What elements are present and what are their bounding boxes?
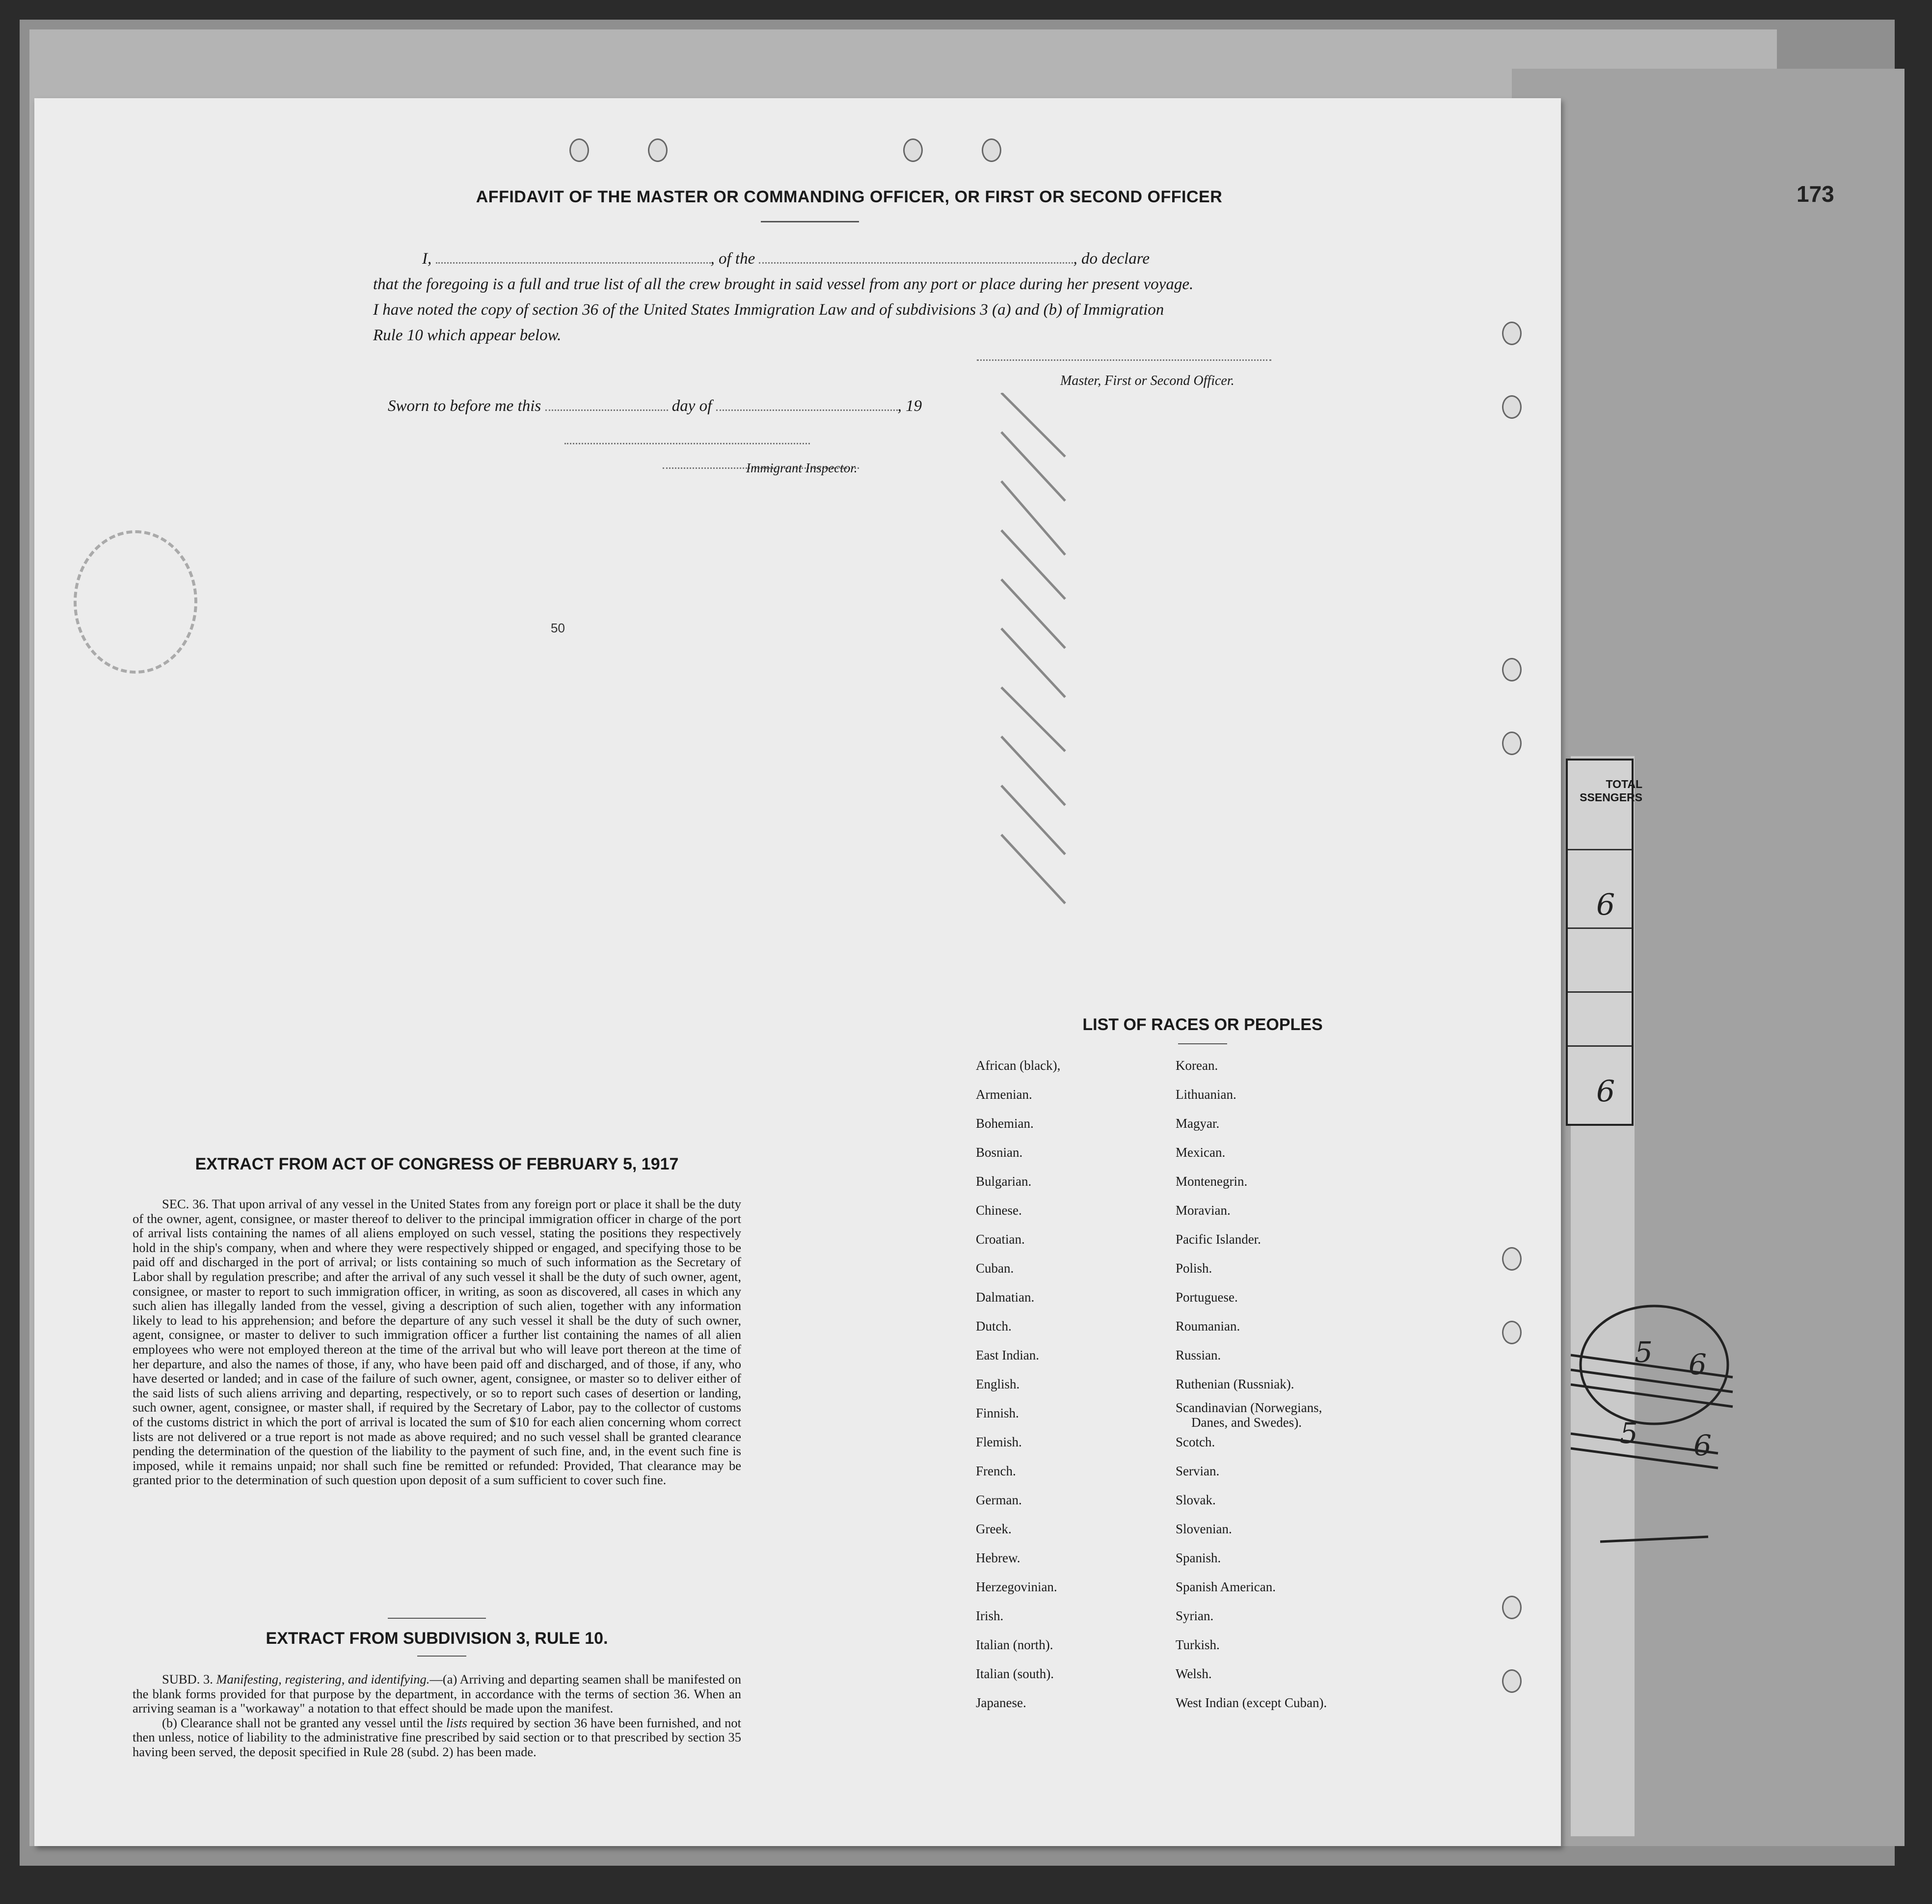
race-item: Italian (south). — [976, 1666, 1054, 1681]
margin-value: 5 — [1635, 1335, 1653, 1369]
stamp-marker: 50 — [551, 621, 565, 635]
of-the-label: , of the — [710, 250, 755, 268]
affidavit-line1 — [373, 245, 1306, 272]
declare-label: , do declare — [1073, 250, 1150, 268]
race-item: French. — [976, 1464, 1016, 1478]
races-list-title: LIST OF RACES OR PEOPLES — [1082, 1015, 1323, 1034]
race-item: Cuban. — [976, 1261, 1014, 1276]
act-extract-body: SEC. 36. That upon arrival of any vessel in the United States from any foreign port or place it shall be the duty of the owner, agent, consignee, or master thereof to deliver to the principal immigration officer in charge of the port of arrival lists containing the names of all aliens employed on such vessel, stating the positions they respectively hold in the ship's company, when and where they were respectively shipped or engaged, and specifying those to be paid off and discharged in the port of arrival; or lists containing so much of such information as the Secretary of Labor shall by regulation prescribe; and after the arrival of any such vessel it shall be the duty of such owner, agent, consignee, or master to report to such immigration officer, in writing, as soon as discovered, all cases in which any such alien has illegally landed from the vessel, giving a description of such alien, together with any information likely to lead to his apprehension; and before the departure of any such vessel it shall be the duty of such owner, agent, consignee, or master to deliver to such immigration officer a further list containing the names of all alien employees who were not employed thereon at the time of the arrival but who will leave port thereon at the time of her departure, and also the names of those, if any, who have been paid off and discharged, and of those, if any, who have deserted or landed; and in case of the failure of such owner, agent, consignee, or master so to deliver either of the said lists of such aliens arriving and departing, respectively, or so to report such cases of desertion or landing, such owner, agent, consignee, or master shall, if required by the Secretary of Labor, pay to the collector of customs of the customs district in which the port of arrival is located the sum of $10 for each alien concerning whom correct lists are not delivered or a true report is not made as above required; and no such vessel shall be granted clearance pending the determination of the question of the liability to the payment of such fine, and, in the event such fine is imposed, while it remains unpaid; nor shall such fine be remitted or refunded: Provided, That clearance may be granted prior to the determination of such question upon deposit of a sum sufficient to cover such fine. — [133, 1197, 741, 1488]
total-passengers-box — [1566, 759, 1634, 1126]
race-item: Moravian. — [1176, 1203, 1231, 1218]
race-item: Bohemian. — [976, 1116, 1034, 1131]
rule-paragraph-b — [133, 1716, 741, 1760]
sworn-month-field[interactable] — [716, 393, 898, 411]
race-item: Hebrew. — [976, 1550, 1020, 1565]
race-item: Servian. — [1176, 1464, 1220, 1478]
race-item: Portuguese. — [1176, 1290, 1238, 1305]
pen-annotation-scribble — [1571, 1291, 1738, 1547]
punch-hole — [648, 138, 668, 162]
race-item: Finnish. — [976, 1406, 1019, 1420]
race-item: Herzegovinian. — [976, 1579, 1057, 1594]
punch-hole — [1502, 1321, 1522, 1344]
punch-hole — [1502, 1247, 1522, 1271]
title-rule — [761, 221, 859, 222]
race-item: Roumanian. — [1176, 1319, 1240, 1333]
declarant-name-field[interactable] — [436, 245, 711, 264]
punch-hole — [1502, 322, 1522, 345]
race-item: Welsh. — [1176, 1666, 1212, 1681]
tally-divider — [1568, 849, 1632, 850]
race-item: Montenegrin. — [1176, 1174, 1248, 1189]
margin-value: 5 — [1620, 1416, 1638, 1450]
affidavit-declaration — [373, 245, 1306, 348]
race-item: Japanese. — [976, 1695, 1026, 1710]
punch-hole — [1502, 395, 1522, 419]
race-item: East Indian. — [976, 1348, 1039, 1362]
race-item: Irish. — [976, 1608, 1004, 1623]
race-item: Danes, and Swedes). — [1191, 1415, 1302, 1430]
race-item: English. — [976, 1377, 1020, 1391]
race-item: Bulgarian. — [976, 1174, 1032, 1189]
tally-value: 6 — [1596, 888, 1615, 922]
round-stamp — [74, 530, 197, 674]
race-item: African (black), — [976, 1058, 1061, 1073]
race-item: Greek. — [976, 1522, 1012, 1536]
subd-b-lead: (b) Clearance shall not be granted any vessel until the — [162, 1715, 443, 1730]
diagonal-pen-marks — [967, 393, 1114, 1031]
declarant-label: I, — [422, 250, 432, 268]
race-item: Slovak. — [1176, 1493, 1216, 1507]
punch-hole — [1502, 658, 1522, 681]
affidavit-line4: Rule 10 which appear below. — [373, 326, 562, 344]
sworn-day-field[interactable] — [545, 393, 668, 411]
race-item: Italian (north). — [976, 1637, 1053, 1652]
margin-value: 6 — [1689, 1348, 1707, 1381]
subd-b-body: required by section 36 have been furnished, and not then unless, notice of liability to the administrative fine prescribed by said section or to that prescribed by section 35 having been served, the deposit specified in Rule 28 (subd. 2) has been made. — [133, 1715, 742, 1759]
race-item: Russian. — [1176, 1348, 1221, 1362]
subd-heading: Manifesting, registering, and identifying. — [216, 1672, 430, 1686]
sheet-number: 173 — [1797, 181, 1834, 207]
extract-rule — [388, 1618, 486, 1619]
punch-hole — [1502, 732, 1522, 755]
subd-lead: SUBD. 3. — [162, 1672, 213, 1686]
race-item: Ruthenian (Russniak). — [1176, 1377, 1294, 1391]
tally-divider — [1568, 991, 1632, 993]
subd-a-body: —(a) Arriving and departing seamen shall be manifested on the blank forms provided for that purpose by the department, in accordance with the terms of section 36. When an arriving seaman is a "workaway" a notation to that effect should be made upon the manifest. — [133, 1672, 741, 1716]
race-item: Polish. — [1176, 1261, 1212, 1276]
race-item: Spanish. — [1176, 1550, 1221, 1565]
tally-header-line2: SSENGERS — [1580, 791, 1642, 804]
race-item: Scandinavian (Norwegians, — [1176, 1400, 1322, 1415]
punch-hole — [1502, 1596, 1522, 1619]
race-item: Lithuanian. — [1176, 1087, 1236, 1102]
race-item: Korean. — [1176, 1058, 1218, 1073]
race-item: Scotch. — [1176, 1435, 1215, 1449]
race-item: Syrian. — [1176, 1608, 1214, 1623]
races-title-rule — [1178, 1043, 1227, 1044]
tally-value: 6 — [1596, 1074, 1615, 1109]
race-item: Magyar. — [1176, 1116, 1220, 1131]
tally-header-line1: TOTAL — [1606, 778, 1642, 790]
race-item: Croatian. — [976, 1232, 1025, 1247]
sworn-label: Sworn to before me this — [388, 397, 541, 415]
race-item: Dutch. — [976, 1319, 1012, 1333]
affidavit-title: AFFIDAVIT OF THE MASTER OR COMMANDING OFFICER, OR FIRST OR SECOND OFFICER — [476, 188, 1223, 206]
act-extract-title: EXTRACT FROM ACT OF CONGRESS OF FEBRUARY 5, 1917 — [195, 1155, 679, 1173]
inspector-signature-field-1[interactable] — [564, 438, 810, 444]
race-item: Armenian. — [976, 1087, 1032, 1102]
race-item: Turkish. — [1176, 1637, 1220, 1652]
rule-paragraph-a — [133, 1672, 741, 1716]
race-item: West Indian (except Cuban). — [1176, 1695, 1327, 1710]
rule-extract-title: EXTRACT FROM SUBDIVISION 3, RULE 10. — [266, 1629, 608, 1648]
tally-divider — [1568, 927, 1632, 929]
rule-extract-body — [133, 1672, 741, 1760]
margin-value: 6 — [1693, 1429, 1712, 1462]
rule-extract-rule — [417, 1656, 466, 1657]
punch-hole — [982, 138, 1001, 162]
race-item: Dalmatian. — [976, 1290, 1035, 1305]
race-item: Pacific Islander. — [1176, 1232, 1261, 1247]
race-item: Mexican. — [1176, 1145, 1226, 1160]
affidavit-line2: that the foregoing is a full and true list of all the crew brought in said vessel from any port or place during her present voyage. — [373, 275, 1194, 293]
punch-hole — [569, 138, 589, 162]
race-item: German. — [976, 1493, 1022, 1507]
inspector-label: Immigrant Inspector. — [746, 461, 858, 475]
affidavit-line3: I have noted the copy of section 36 of the United States Immigration Law and of subdivisions 3 (a) and (b) of Immigration — [373, 301, 1164, 319]
crew-manifest-sheet — [34, 98, 1561, 1846]
sworn-day-label: day of — [671, 397, 712, 415]
sworn-statement — [388, 393, 922, 415]
master-signature-label: Master, First or Second Officer. — [1060, 373, 1234, 388]
race-item: Spanish American. — [1176, 1579, 1276, 1594]
total-passengers-header — [1569, 778, 1642, 804]
race-item: Slovenian. — [1176, 1522, 1232, 1536]
race-item: Bosnian. — [976, 1145, 1023, 1160]
tally-divider — [1568, 1045, 1632, 1047]
subd-b-lists: lists — [446, 1715, 467, 1730]
master-signature-field[interactable] — [977, 354, 1271, 361]
punch-hole — [1502, 1669, 1522, 1693]
race-item: Flemish. — [976, 1435, 1022, 1449]
punch-hole — [903, 138, 923, 162]
race-item: Chinese. — [976, 1203, 1022, 1218]
sworn-year-label: , 19 — [897, 397, 922, 415]
vessel-name-field[interactable] — [759, 245, 1073, 264]
